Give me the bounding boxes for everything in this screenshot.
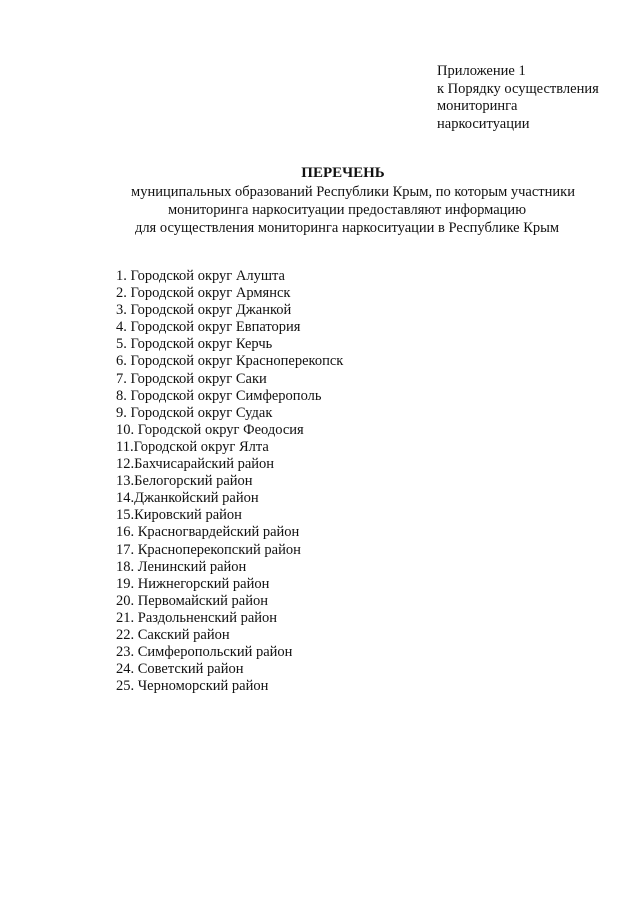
document-title: ПЕРЕЧЕНЬ: [301, 165, 385, 181]
document-heading: [0, 163, 640, 237]
list-item: 18. Ленинский район: [116, 558, 247, 575]
list-item: 7. Городской округ Саки: [116, 370, 267, 387]
list-item: 13.Белогорский район: [116, 473, 253, 490]
heading-subtitle-line: муниципальных образований Республики Крым, по которым участники: [131, 184, 575, 200]
list-item: 6. Городской округ Красноперекопск: [116, 353, 344, 370]
list-item: 19. Нижнегорский район: [116, 575, 270, 592]
list-item: 9. Городской округ Судак: [116, 404, 273, 421]
list-item: 11.Городской округ Ялта: [116, 438, 269, 455]
list-item: 21. Раздольненский район: [116, 609, 278, 626]
list-item: 12.Бахчисарайский район: [116, 456, 275, 473]
list-item: 14.Джанкойский район: [116, 490, 259, 507]
list-item: 22. Сакский район: [116, 626, 230, 643]
municipality-list: [116, 268, 596, 695]
appendix-line: Приложение 1: [437, 63, 526, 79]
appendix-line: к Порядку осуществления: [437, 80, 599, 97]
list-item: 23. Симферопольский район: [116, 644, 293, 661]
heading-subtitle-line: для осуществления мониторинга наркоситуации в Республике Крым: [134, 220, 560, 236]
appendix-line: мониторинга: [437, 98, 518, 114]
list-item: 1. Городской округ Алушта: [116, 268, 285, 284]
list-item: 4. Городской округ Евпатория: [116, 319, 301, 336]
appendix-line: наркоситуации: [437, 115, 530, 132]
list-item: 25. Черноморский район: [116, 678, 269, 695]
list-item: 3. Городской округ Джанкой: [116, 302, 292, 319]
list-item: 8. Городской округ Симферополь: [116, 387, 322, 404]
list-item: 5. Городской округ Керчь: [116, 336, 273, 353]
list-item: 2. Городской округ Армянск: [116, 285, 291, 302]
list-item: 24. Советский район: [116, 661, 244, 678]
appendix-note: [437, 63, 627, 133]
list-item: 16. Красногвардейский район: [116, 524, 300, 541]
heading-subtitle-line: мониторинга наркоситуации предоставляют информацию: [167, 202, 527, 218]
list-item: 10. Городской округ Феодосия: [116, 421, 304, 438]
list-item: 15.Кировский район: [116, 507, 242, 524]
list-item: 20. Первомайский район: [116, 592, 268, 609]
list-item: 17. Красноперекопский район: [116, 541, 301, 558]
